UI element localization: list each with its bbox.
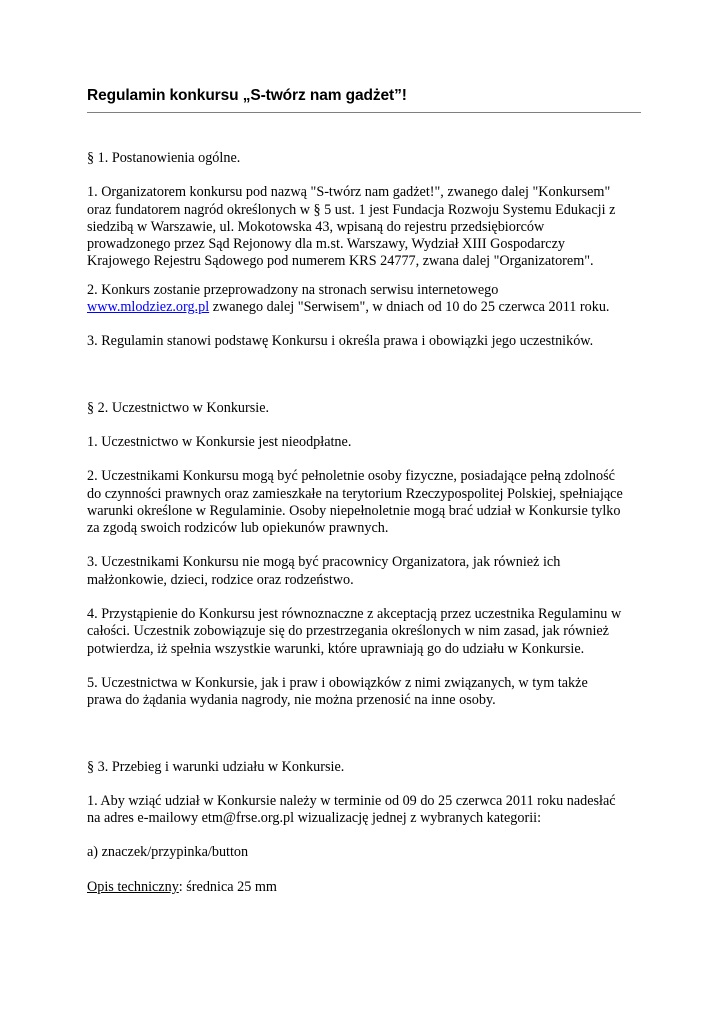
text-line: warunki określone w Regulaminie. Osoby niepełnoletnie mogą brać udział w Konkursie tylko: [87, 502, 621, 519]
document-title: Regulamin konkursu „S-twórz nam gadżet”!: [87, 87, 407, 104]
document-body: [87, 150, 647, 896]
text-line: 3. Regulamin stanowi podstawę Konkursu i określa prawa i obowiązki jego uczestników.: [87, 333, 594, 350]
section-1-paragraph-1: [87, 184, 647, 270]
text-line: 5. Uczestnictwa w Konkursie, jak i praw i obowiązków z nimi związanych, w tym także: [87, 674, 588, 691]
text-fragment: : średnica 25 mm: [178, 878, 277, 895]
text-line: Krajowego Rejestru Sądowego pod numerem KRS 24777, zwana dalej "Organizatorem".: [87, 253, 594, 270]
text-line: [87, 299, 647, 316]
section-2-paragraph-5: [87, 675, 647, 710]
website-link[interactable]: www.mlodziez.org.pl: [87, 299, 210, 316]
text-line: siedzibą w Warszawie, ul. Mokotowska 43, wpisaną do rejestru przedsiębiorców: [87, 218, 545, 235]
section-2-paragraph-2: [87, 468, 647, 537]
section-3-paragraph-3: [87, 879, 647, 896]
title-divider: [87, 112, 641, 113]
section-2-paragraph-4: [87, 606, 647, 658]
text-line: do czynności prawnych oraz zamieszkałe na terytorium Rzeczypospolitej Polskiej, spełniające: [87, 485, 623, 502]
text-line: potwierdza, iż spełnia wszystkie warunki, które uprawniają go do udziału w Konkursie.: [87, 640, 585, 657]
text-fragment: zwanego dalej "Serwisem", w dniach od 10 do 25 czerwca 2011 roku.: [209, 299, 610, 316]
text-line: 1. Uczestnictwo w Konkursie jest nieodpłatne.: [87, 433, 352, 450]
text-line: 3. Uczestnikami Konkursu nie mogą być pracownicy Organizatora, jak również ich: [87, 554, 561, 571]
text-line: oraz fundatorem nagród określonych w § 5 ust. 1 jest Fundacja Rozwoju Systemu Edukacji z: [87, 201, 616, 218]
text-line: za zgodą swoich rodziców lub opiekunów prawnych.: [87, 520, 389, 537]
section-3-paragraph-2: [87, 844, 647, 861]
section-1-paragraph-3: [87, 333, 647, 350]
text-line: na adres e-mailowy etm@frse.org.pl wizualizację jednej z wybranych kategorii:: [87, 810, 542, 827]
text-line: całości. Uczestnik zobowiązuje się do przestrzegania określonych w nim zasad, jak również: [87, 623, 609, 640]
text-line: 2. Konkurs zostanie przeprowadzony na stronach serwisu internetowego: [87, 281, 499, 298]
text-line: [87, 879, 647, 896]
section-1-heading: § 1. Postanowienia ogólne.: [87, 150, 241, 166]
text-line: prowadzonego przez Sąd Rejonowy dla m.st. Warszawy, Wydział XIII Gospodarczy: [87, 236, 565, 253]
text-line: 4. Przystąpienie do Konkursu jest równoznaczne z akceptacją przez uczestnika Regulaminu w: [87, 606, 622, 623]
section-1-paragraph-2: [87, 282, 647, 317]
text-line: 2. Uczestnikami Konkursu mogą być pełnoletnie osoby fizyczne, posiadające pełną zdolność: [87, 468, 615, 485]
text-line: prawa do żądania wydania nagrody, nie można przenosić na inne osoby.: [87, 692, 496, 709]
text-line: 1. Aby wziąć udział w Konkursie należy w terminie od 09 do 25 czerwca 2011 roku nadesłać: [87, 792, 616, 809]
text-line: 1. Organizatorem konkursu pod nazwą "S-twórz nam gadżet!", zwanego dalej "Konkursem": [87, 184, 611, 201]
technical-description-label: Opis techniczny: [87, 878, 179, 895]
section-3-paragraph-1: [87, 793, 647, 828]
section-2-paragraph-1: [87, 434, 647, 451]
section-2-paragraph-3: [87, 554, 647, 589]
text-line: a) znaczek/przypinka/button: [87, 844, 249, 861]
text-line: małżonkowie, dzieci, rodzice oraz rodzeństwo.: [87, 571, 354, 588]
section-3-heading: § 3. Przebieg i warunki udziału w Konkursie.: [87, 758, 345, 775]
section-2-heading: § 2. Uczestnictwo w Konkursie.: [87, 399, 270, 416]
